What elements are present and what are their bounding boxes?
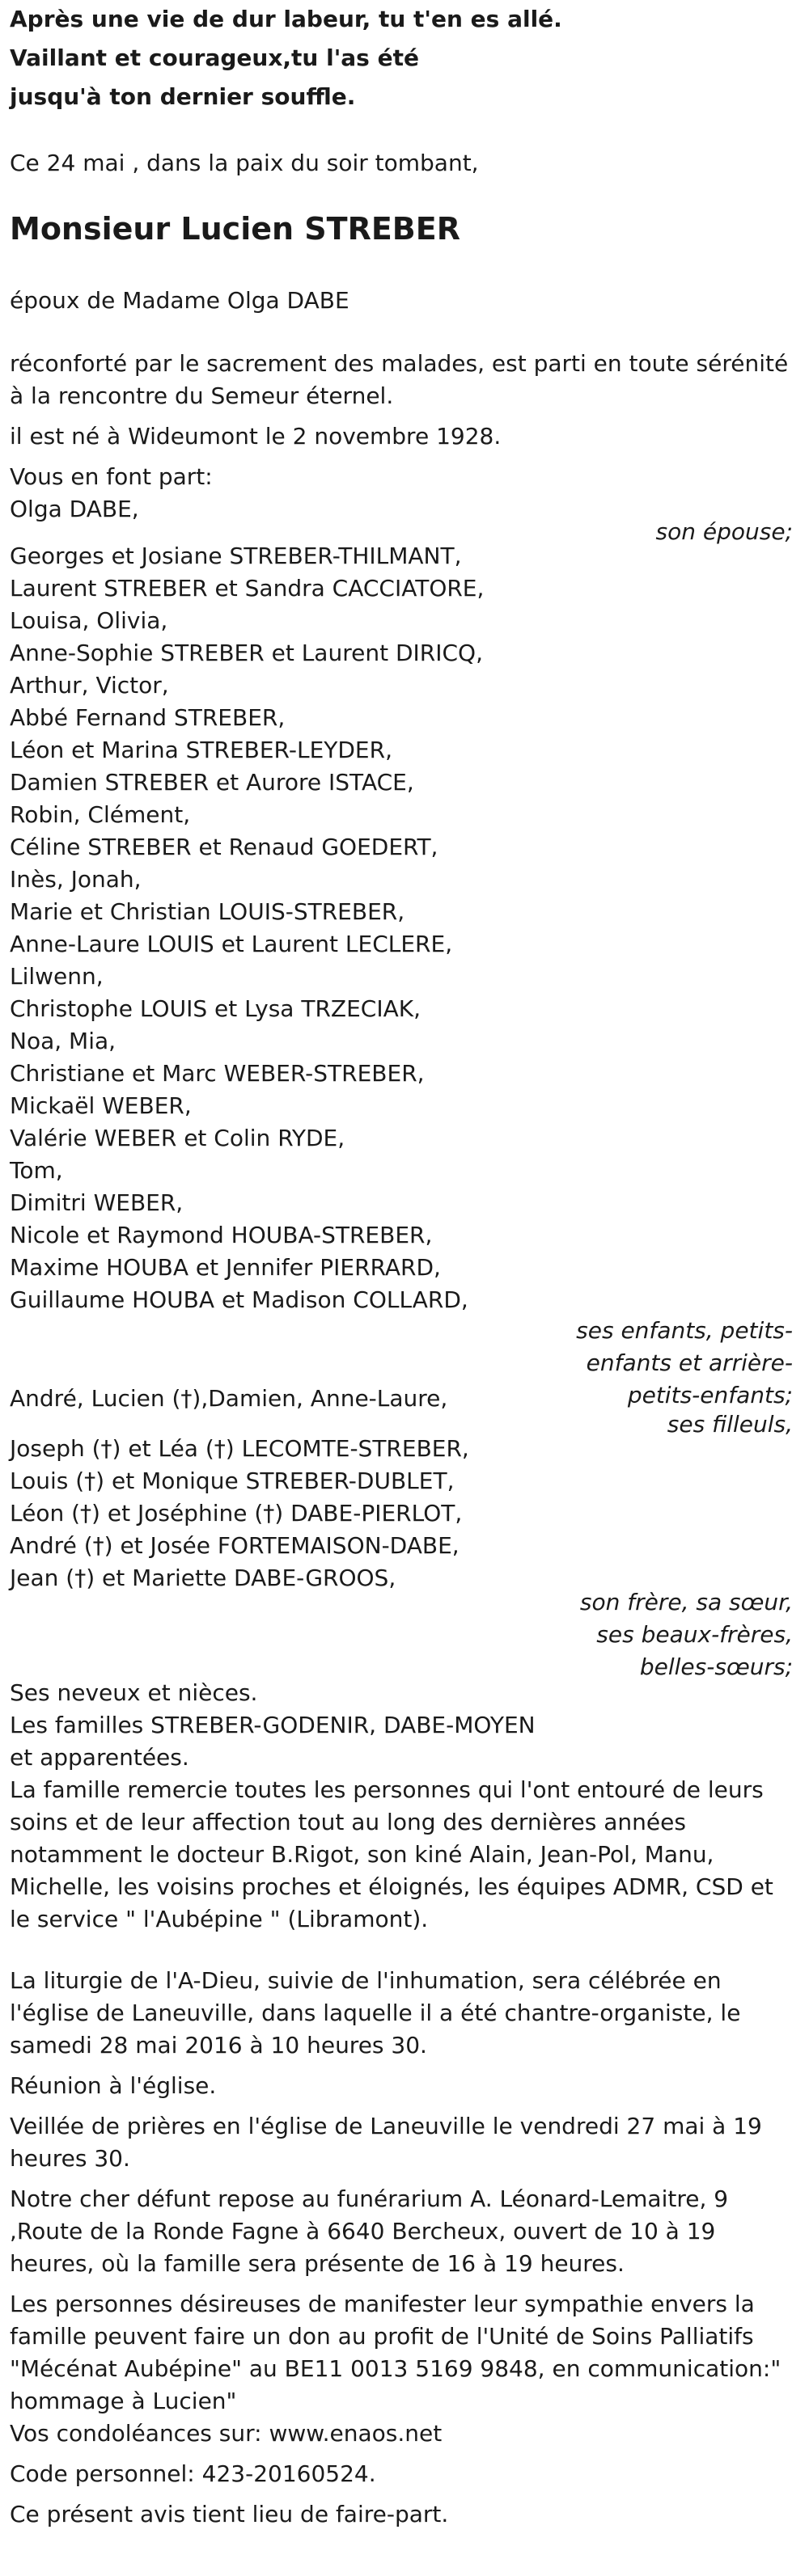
- relation-line: enfants et arrière-: [586, 1349, 793, 1376]
- spouse-line: époux de Madame Olga DABE: [10, 287, 349, 314]
- children-relation: [576, 1315, 793, 1412]
- list-item: Louisa, Olivia,: [10, 607, 168, 634]
- godchildren-relation: ses filleuls,: [667, 1411, 793, 1438]
- wife-relation: son épouse;: [655, 518, 793, 545]
- list-item: Arthur, Victor,: [10, 672, 169, 699]
- list-item: Robin, Clément,: [10, 801, 191, 828]
- list-item: Abbé Fernand STREBER,: [10, 704, 286, 731]
- list-item: Dimitri WEBER,: [10, 1189, 184, 1216]
- announce-line: Vous en font part:: [10, 463, 213, 490]
- children-list: [10, 540, 484, 1316]
- list-item: Laurent STREBER et Sandra CACCIATORE,: [10, 575, 485, 602]
- list-item: Inès, Jonah,: [10, 866, 142, 893]
- list-item: Marie et Christian LOUIS-STREBER,: [10, 898, 405, 925]
- verse-line: Après une vie de dur labeur, tu t'en es allé.: [10, 6, 562, 32]
- relation-line: son frère, sa sœur,: [579, 1589, 793, 1615]
- donation-paragraph: Les personnes désireuses de manifester leur sympathie envers la famille peuvent faire un don au profit de l'Unité de Soins Palliatifs "Mécénat Aubépine" au BE11 0013 5169 9848, en communication:" hommage à Lucien": [10, 2291, 781, 2414]
- liturgy-paragraph: La liturgie de l'A-Dieu, suivie de l'inhumation, sera célébrée en l'église de Laneuville, dans laquelle il a été chantre-organiste, le samedi 28 mai 2016 à 10 heures 30.: [10, 1967, 741, 2059]
- list-item: Lilwenn,: [10, 963, 104, 990]
- list-item: Anne-Sophie STREBER et Laurent DIRICQ,: [10, 640, 483, 666]
- list-item: Georges et Josiane STREBER-THILMANT,: [10, 543, 462, 569]
- meeting-line: Réunion à l'église.: [10, 2072, 217, 2099]
- siblings-relation: [580, 1586, 793, 1683]
- thanks-paragraph: La famille remercie toutes les personnes qui l'ont entouré de leurs soins et de leur affection tout au long des dernières années notamment le docteur B.Rigot, son kiné Alain, Jean-Pol, Manu, Michelle, les voisins proches et éloignés, les équipes ADMR, CSD et le service " l'Aubépine " (Libramont).: [10, 1776, 773, 1932]
- comfort-text: réconforté par le sacrement des malades, est parti en toute sérénité à la rencontre du Semeur éternel.: [10, 350, 789, 409]
- relation-line: petits-enfants;: [627, 1382, 793, 1408]
- list-item: Louis (†) et Monique STREBER-DUBLET,: [10, 1467, 455, 1494]
- family-block: [10, 1677, 793, 1936]
- vigil-paragraph: Veillée de prières en l'église de Laneuville le vendredi 27 mai à 19 heures 30.: [10, 2113, 762, 2172]
- families-line: Les familles STREBER-GODENIR, DABE-MOYEN: [10, 1712, 536, 1738]
- list-item: Anne-Laure LOUIS et Laurent LECLERE,: [10, 931, 453, 957]
- verse-line: Vaillant et courageux,tu l'as été: [10, 44, 419, 71]
- list-item: Valérie WEBER et Colin RYDE,: [10, 1125, 345, 1151]
- list-item: Guillaume HOUBA et Madison COLLARD,: [10, 1286, 468, 1313]
- condolences-line: Vos condoléances sur: www.enaos.net: [10, 2420, 443, 2447]
- list-item: Maxime HOUBA et Jennifer PIERRARD,: [10, 1254, 441, 1281]
- birth-line: il est né à Wideumont le 2 novembre 1928.: [10, 423, 502, 450]
- list-item: Tom,: [10, 1157, 63, 1184]
- godchildren-line: André, Lucien (†),Damien, Anne-Laure,: [10, 1385, 448, 1412]
- list-item: Léon (†) et Joséphine (†) DABE-PIERLOT,: [10, 1500, 463, 1527]
- list-item: Damien STREBER et Aurore ISTACE,: [10, 769, 414, 796]
- related-line: et apparentées.: [10, 1744, 189, 1771]
- list-item: Céline STREBER et Renaud GOEDERT,: [10, 834, 438, 860]
- list-item: Mickaël WEBER,: [10, 1092, 192, 1119]
- list-item: Christophe LOUIS et Lysa TRZECIAK,: [10, 995, 421, 1022]
- relation-line: ses beaux-frères,: [596, 1621, 793, 1648]
- relation-line: belles-sœurs;: [639, 1653, 793, 1680]
- funeral-home-paragraph: Notre cher défunt repose au funérarium A. Léonard-Lemaitre, 9 ,Route de la Ronde Fagne à 6640 Bercheux, ouvert de 10 à 19 heures, où la famille sera présente de 16 à 19 heures.: [10, 2185, 729, 2277]
- deceased-name: Monsieur Lucien STREBER: [10, 211, 460, 247]
- list-item: Nicole et Raymond HOUBA-STREBER,: [10, 1222, 433, 1248]
- list-item: Jean (†) et Mariette DABE-GROOS,: [10, 1565, 396, 1591]
- nephews-line: Ses neveux et nièces.: [10, 1679, 258, 1706]
- opening-verse: [10, 3, 562, 113]
- date-line: Ce 24 mai , dans la paix du soir tombant,: [10, 150, 479, 176]
- list-item: Noa, Mia,: [10, 1028, 116, 1054]
- verse-line: jusqu'à ton dernier souffle.: [10, 83, 356, 110]
- siblings-list: [10, 1433, 469, 1594]
- code-line: Code personnel: 423-20160524.: [10, 2460, 376, 2487]
- list-item: Joseph (†) et Léa (†) LECOMTE-STREBER,: [10, 1435, 469, 1462]
- list-item: Christiane et Marc WEBER-STREBER,: [10, 1060, 425, 1087]
- list-item: Léon et Marina STREBER-LEYDER,: [10, 737, 392, 763]
- final-line: Ce présent avis tient lieu de faire-part.: [10, 2501, 449, 2527]
- wife-name: Olga DABE,: [10, 496, 139, 522]
- list-item: André (†) et Josée FORTEMAISON-DABE,: [10, 1532, 460, 1559]
- relation-line: ses enfants, petits-: [576, 1317, 793, 1344]
